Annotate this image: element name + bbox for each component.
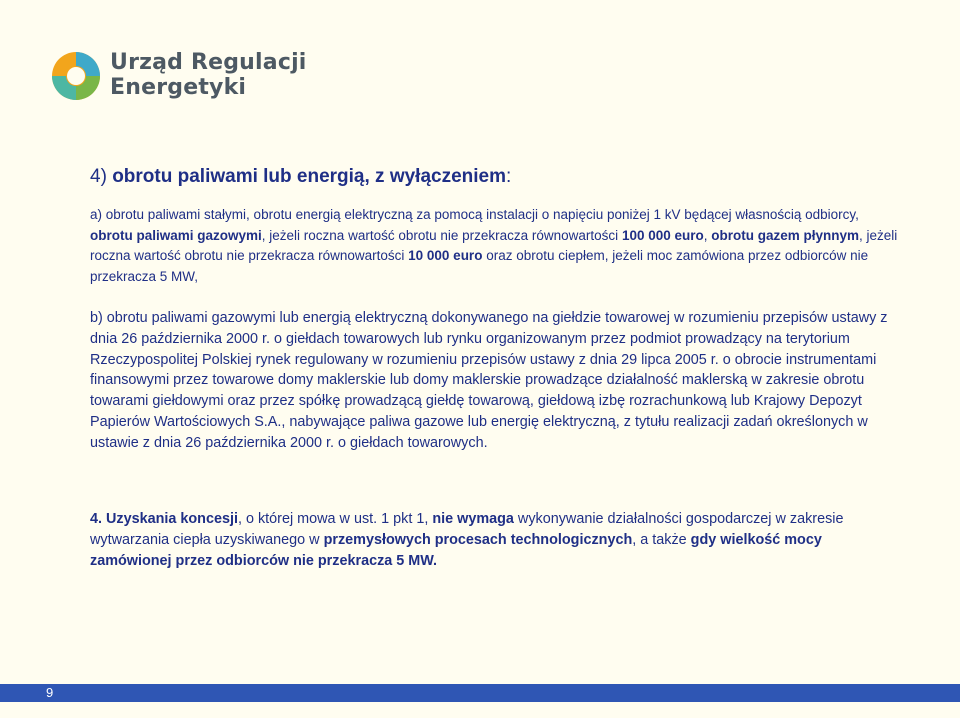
para-a-text-1: a) obrotu paliwami stałymi, obrotu energią elektryczną za pomocą instalacji o napięciu poniżej 1 kV będącej własnością odbiorcy, — [90, 207, 859, 222]
main-content — [90, 163, 905, 569]
para-a-bold-3: obrotu gazem płynnym — [711, 227, 860, 243]
para-a-text-2: , jeżeli roczna wartość obrotu nie przekracza równowartości — [261, 227, 622, 243]
logo-text — [110, 50, 307, 100]
paragraph-a — [90, 205, 905, 287]
para-a-text-3: , — [703, 227, 712, 243]
para-4-bold-2: nie wymaga — [432, 511, 514, 527]
para-a-text-5: oraz obrotu ciepłem, jeżeli moc zamówiona przez odbiorców nie przekracza 5 MW, — [90, 248, 869, 284]
para-4-text-2: wykonywanie działalności gospodarczej w zakresie wytwarzania ciepła uzyskiwanego w — [90, 511, 844, 548]
paragraph-4 — [90, 509, 905, 571]
ure-logo-mark-icon — [50, 50, 102, 102]
heading-bold: obrotu paliwami lub energią, z wyłączeniem — [112, 166, 507, 187]
footer-bar — [0, 684, 960, 702]
para-4-bold-3: przemysłowych procesach technologicznych — [323, 531, 633, 548]
section-heading — [90, 163, 905, 191]
paragraph-b: b) obrotu paliwami gazowymi lub energią elektryczną dokonywanego na giełdzie towarowej w rozumieniu przepisów ustawy z dnia 26 października 2000 r. o giełdach towarowych lub rynku organizowanym przez podmiot prowadzący na terytorium Rzeczypospolitej Polskiej rynek regulowany w rozumieniu przepisów ustawy z dnia 29 lipca 2005 r. o obrocie instrumentami finansowymi przez towarowe domy maklerskie lub domy maklerskie prowadzące działalność maklerską w zakresie obrotu towarami giełdowymi oraz przez spółkę prowadzącą giełdę towarową, giełdową izbę rozrachunkową lub Krajowy Depozyt Papierów Wartościowych S.A., nabywające paliwa gazowe lub energię elektryczną, z tytułu realizacji zadań określonych w ustawie z dnia 26 października 2000 r. o giełdach towarowych. — [90, 310, 888, 451]
para-4-bold-1: 4. Uzyskania koncesji — [90, 511, 238, 527]
para-a-text-4: , jeżeli roczna wartość obrotu nie przekracza równowartości — [90, 227, 898, 264]
para-a-bold-4: 10 000 euro — [408, 248, 483, 264]
page-number: 9 — [46, 685, 54, 700]
para-a-bold-1: obrotu paliwami gazowymi — [90, 227, 262, 243]
logo-line-1: Urząd Regulacji — [110, 50, 307, 75]
para-4-text-1: , o której mowa w ust. 1 pkt 1, — [237, 511, 433, 527]
heading-prefix: 4) — [90, 166, 113, 187]
heading-suffix: : — [506, 166, 512, 187]
para-4-text-3: , a także — [632, 531, 691, 548]
para-4-bold-4: gdy wielkość mocy zamówionej przez odbiorców nie przekracza 5 MW. — [90, 531, 822, 569]
para-a-bold-2: 100 000 euro — [621, 227, 704, 243]
logo-line-2: Energetyki — [110, 75, 247, 100]
